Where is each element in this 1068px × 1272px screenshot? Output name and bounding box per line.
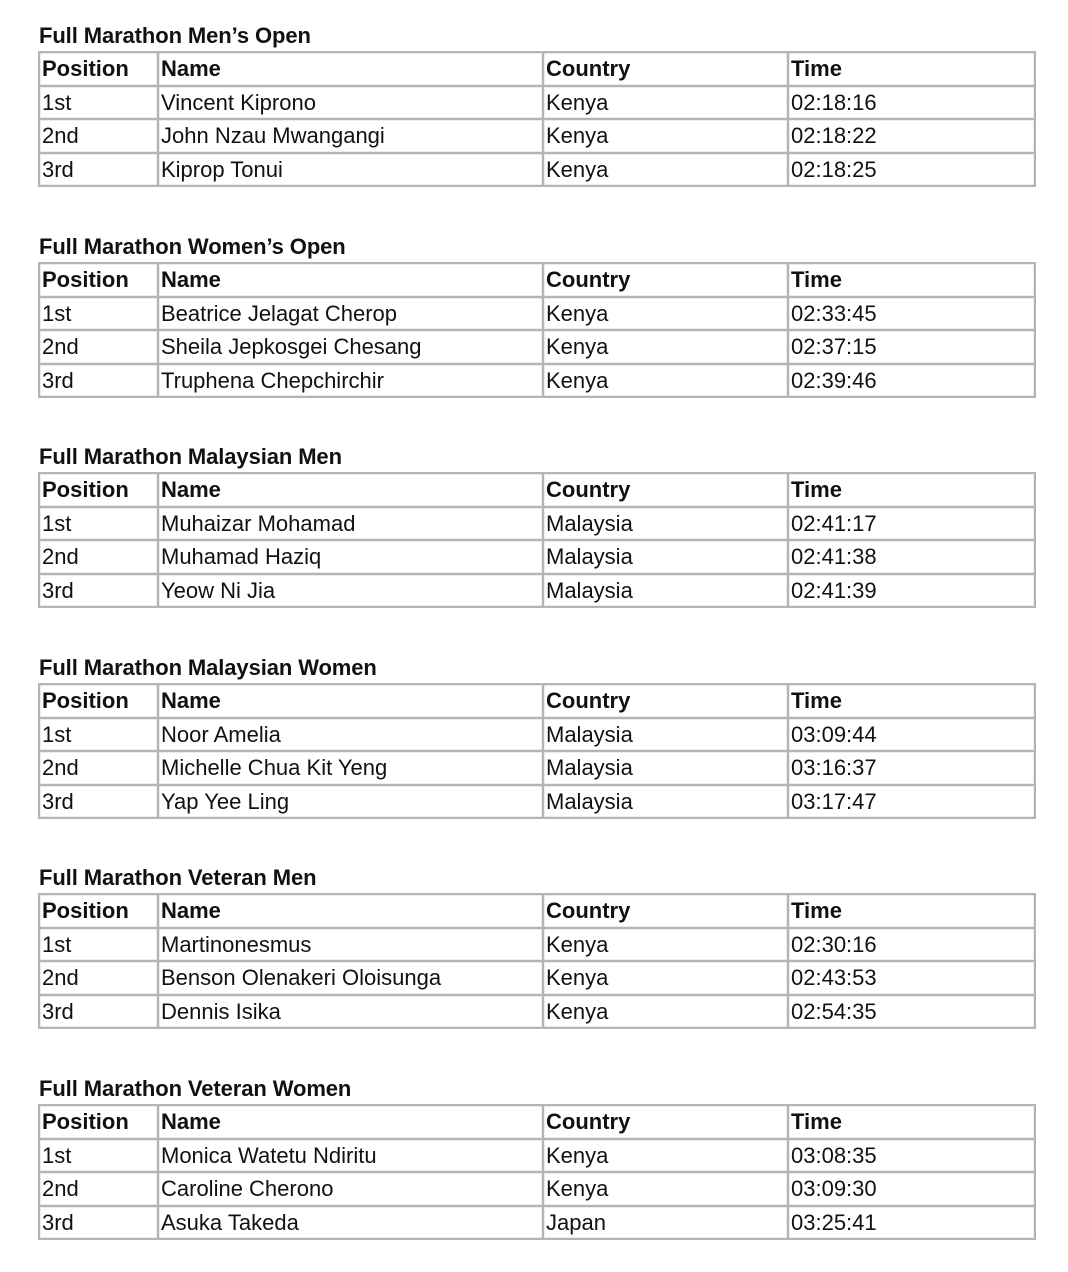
cell-time: 03:09:30 xyxy=(788,1172,1035,1206)
cell-position: 1st xyxy=(39,718,158,752)
cell-country: Kenya xyxy=(543,119,788,153)
header-name: Name xyxy=(158,1105,543,1139)
cell-name: Asuka Takeda xyxy=(158,1206,543,1240)
cell-name: Vincent Kiprono xyxy=(158,86,543,120)
cell-name: Yeow Ni Jia xyxy=(158,574,543,608)
cell-name: Beatrice Jelagat Cherop xyxy=(158,297,543,331)
cell-name: Truphena Chepchirchir xyxy=(158,364,543,398)
header-name: Name xyxy=(158,894,543,928)
section-womens-open xyxy=(38,233,1034,398)
header-time: Time xyxy=(788,263,1035,297)
cell-country: Malaysia xyxy=(543,507,788,541)
cell-position: 2nd xyxy=(39,540,158,574)
section-veteran-men xyxy=(38,864,1034,1029)
cell-time: 02:41:39 xyxy=(788,574,1035,608)
cell-country: Malaysia xyxy=(543,718,788,752)
cell-country: Japan xyxy=(543,1206,788,1240)
table-header-row xyxy=(39,684,1035,718)
cell-country: Malaysia xyxy=(543,574,788,608)
cell-name: Muhaizar Mohamad xyxy=(158,507,543,541)
cell-time: 02:41:38 xyxy=(788,540,1035,574)
table-row xyxy=(39,1139,1035,1173)
header-country: Country xyxy=(543,1105,788,1139)
cell-name: Noor Amelia xyxy=(158,718,543,752)
header-name: Name xyxy=(158,473,543,507)
cell-country: Malaysia xyxy=(543,540,788,574)
header-position: Position xyxy=(39,52,158,86)
table-row xyxy=(39,119,1035,153)
table-header-row xyxy=(39,894,1035,928)
table-row xyxy=(39,364,1035,398)
cell-name: Caroline Cherono xyxy=(158,1172,543,1206)
cell-country: Kenya xyxy=(543,1139,788,1173)
section-malaysian-men xyxy=(38,443,1034,608)
table-row xyxy=(39,1172,1035,1206)
cell-name: Martinonesmus xyxy=(158,928,543,962)
cell-country: Malaysia xyxy=(543,751,788,785)
cell-time: 03:25:41 xyxy=(788,1206,1035,1240)
cell-name: Muhamad Haziq xyxy=(158,540,543,574)
section-title: Full Marathon Women’s Open xyxy=(39,234,346,259)
table-row xyxy=(39,86,1035,120)
cell-time: 02:30:16 xyxy=(788,928,1035,962)
header-time: Time xyxy=(788,684,1035,718)
table-row xyxy=(39,574,1035,608)
section-title: Full Marathon Veteran Men xyxy=(39,865,317,890)
cell-position: 1st xyxy=(39,1139,158,1173)
table-row xyxy=(39,928,1035,962)
cell-time: 03:09:44 xyxy=(788,718,1035,752)
table-row xyxy=(39,961,1035,995)
header-time: Time xyxy=(788,52,1035,86)
cell-time: 02:43:53 xyxy=(788,961,1035,995)
section-title: Full Marathon Malaysian Men xyxy=(39,444,342,469)
header-time: Time xyxy=(788,894,1035,928)
cell-position: 2nd xyxy=(39,751,158,785)
cell-country: Kenya xyxy=(543,330,788,364)
cell-time: 02:41:17 xyxy=(788,507,1035,541)
cell-time: 02:39:46 xyxy=(788,364,1035,398)
table-header-row xyxy=(39,1105,1035,1139)
cell-country: Kenya xyxy=(543,928,788,962)
cell-position: 3rd xyxy=(39,995,158,1029)
cell-name: John Nzau Mwangangi xyxy=(158,119,543,153)
cell-time: 02:54:35 xyxy=(788,995,1035,1029)
header-country: Country xyxy=(543,894,788,928)
table-header-row xyxy=(39,263,1035,297)
cell-time: 03:08:35 xyxy=(788,1139,1035,1173)
section-title: Full Marathon Malaysian Women xyxy=(39,655,377,680)
cell-position: 3rd xyxy=(39,574,158,608)
section-mens-open xyxy=(38,22,1034,187)
cell-country: Kenya xyxy=(543,995,788,1029)
header-country: Country xyxy=(543,52,788,86)
cell-name: Sheila Jepkosgei Chesang xyxy=(158,330,543,364)
header-country: Country xyxy=(543,263,788,297)
cell-position: 2nd xyxy=(39,119,158,153)
section-veteran-women xyxy=(38,1075,1034,1240)
table-row xyxy=(39,330,1035,364)
table-row xyxy=(39,785,1035,819)
results-table xyxy=(38,51,1036,187)
table-row xyxy=(39,540,1035,574)
header-country: Country xyxy=(543,473,788,507)
header-position: Position xyxy=(39,263,158,297)
cell-position: 1st xyxy=(39,928,158,962)
section-malaysian-women xyxy=(38,654,1034,819)
cell-name: Dennis Isika xyxy=(158,995,543,1029)
cell-position: 2nd xyxy=(39,1172,158,1206)
cell-country: Kenya xyxy=(543,364,788,398)
cell-time: 02:37:15 xyxy=(788,330,1035,364)
section-title: Full Marathon Men’s Open xyxy=(39,23,311,48)
cell-position: 3rd xyxy=(39,785,158,819)
cell-name: Benson Olenakeri Oloisunga xyxy=(158,961,543,995)
header-position: Position xyxy=(39,473,158,507)
results-table xyxy=(38,262,1036,398)
table-row xyxy=(39,507,1035,541)
cell-position: 2nd xyxy=(39,961,158,995)
table-header-row xyxy=(39,473,1035,507)
header-country: Country xyxy=(543,684,788,718)
cell-country: Kenya xyxy=(543,153,788,187)
header-name: Name xyxy=(158,684,543,718)
section-title: Full Marathon Veteran Women xyxy=(39,1076,352,1101)
cell-position: 3rd xyxy=(39,1206,158,1240)
cell-country: Kenya xyxy=(543,86,788,120)
table-row xyxy=(39,297,1035,331)
results-table xyxy=(38,683,1036,819)
header-name: Name xyxy=(158,52,543,86)
table-row xyxy=(39,718,1035,752)
cell-time: 02:33:45 xyxy=(788,297,1035,331)
results-table xyxy=(38,472,1036,608)
cell-time: 02:18:22 xyxy=(788,119,1035,153)
cell-country: Kenya xyxy=(543,1172,788,1206)
cell-time: 02:18:16 xyxy=(788,86,1035,120)
header-position: Position xyxy=(39,894,158,928)
header-time: Time xyxy=(788,1105,1035,1139)
cell-time: 02:18:25 xyxy=(788,153,1035,187)
cell-position: 1st xyxy=(39,297,158,331)
table-row xyxy=(39,1206,1035,1240)
cell-position: 3rd xyxy=(39,153,158,187)
header-time: Time xyxy=(788,473,1035,507)
cell-name: Yap Yee Ling xyxy=(158,785,543,819)
table-header-row xyxy=(39,52,1035,86)
cell-position: 3rd xyxy=(39,364,158,398)
cell-time: 03:16:37 xyxy=(788,751,1035,785)
cell-name: Monica Watetu Ndiritu xyxy=(158,1139,543,1173)
results-table xyxy=(38,893,1036,1029)
table-row xyxy=(39,995,1035,1029)
cell-position: 1st xyxy=(39,507,158,541)
cell-name: Kiprop Tonui xyxy=(158,153,543,187)
cell-time: 03:17:47 xyxy=(788,785,1035,819)
table-row xyxy=(39,153,1035,187)
table-row xyxy=(39,751,1035,785)
cell-country: Malaysia xyxy=(543,785,788,819)
cell-position: 2nd xyxy=(39,330,158,364)
cell-name: Michelle Chua Kit Yeng xyxy=(158,751,543,785)
cell-country: Kenya xyxy=(543,297,788,331)
header-position: Position xyxy=(39,684,158,718)
cell-position: 1st xyxy=(39,86,158,120)
header-name: Name xyxy=(158,263,543,297)
results-table xyxy=(38,1104,1036,1240)
header-position: Position xyxy=(39,1105,158,1139)
cell-country: Kenya xyxy=(543,961,788,995)
